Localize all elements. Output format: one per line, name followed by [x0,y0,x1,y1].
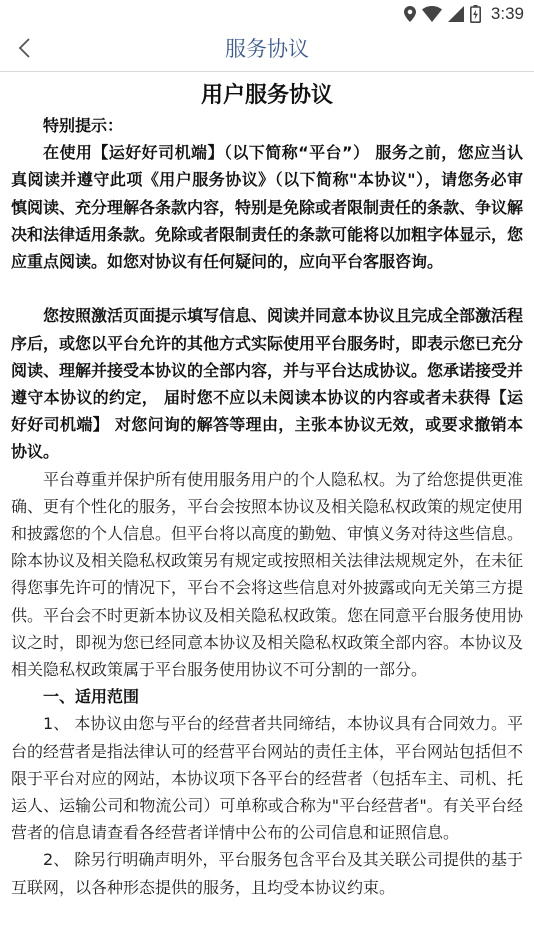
special-notice-label: 特别提示： [43,116,124,135]
clause-1: 1、 本协议由您与平台的经营者共同缔结，本协议具有合同效力。平台的经营者是指法律认可的经营平台网站的责任主体，平台网站包括但不限于平台对应的网站，本协议项下各平台的经营者（包括车主、司机、托运人、运输公司和物流公司）可单称或合称为"平台经营者"。有关平台经营者的信息请查看各经营者详情中公布的公司信息和证照信息。 [11,714,524,843]
section-heading-scope: 一、适用范围 [43,687,140,707]
page-title: 服务协议 [225,37,309,61]
back-button[interactable] [6,32,42,68]
location-icon [404,6,416,22]
paragraph-notice: 在使用【运好好司机端】（以下简称“平台”） 服务之前，您应当认真阅读并遵守此项《用户服务协议》（以下简称"本协议"），请您务必审慎阅读、充分理解各条款内容，特别是免除或者限制责任的条款、争议解决和法律适用条款。免除或者限制责任的条款可能将以加粗字体显示，您应重点阅读。如您对协议有任何疑问的，应向平台客服咨询。 [11,143,524,272]
status-time: 3:39 [490,4,524,23]
battery-icon [470,5,481,23]
chevron-left-icon [17,37,31,63]
wifi-icon [422,6,442,22]
paragraph-acceptance: 您按照激活页面提示填写信息、阅读并同意本协议且完成全部激活程序后，或您以平台允许的其他方式实际使用平台服务时，即表示您已充分阅读、理解并接受本协议的全部内容，并与平台达成协议。您承诺接受并遵守本协议的约定， 届时您不应以未阅读本协议的内容或者未获得【运好好司机端】 对您问询的解答等理由，主张本协议无效，或要求撤销本协议。 [11,306,524,462]
nav-bar [0,28,534,72]
paragraph-spacer [11,275,523,302]
status-bar [0,0,534,28]
agreement-content[interactable] [0,72,534,950]
clause-2: 2、 除另行明确声明外，平台服务包含平台及其关联公司提供的基于互联网，以各种形态提供的服务，且均受本协议约束。 [11,850,523,897]
paragraph-privacy: 平台尊重并保护所有使用服务用户的个人隐私权。为了给您提供更准确、更有个性化的服务，平台会按照本协议及相关隐私权政策的规定使用和披露您的个人信息。但平台将以高度的勤勉、审慎义务对待这些信息。除本协议及相关隐私权政策另有规定或按照相关法律法规规定外，在未征得您事先许可的情况下，平台不会将这些信息对外披露或向无关第三方提供。平台会不时更新本协议及相关隐私权政策。您在同意平台服务使用协议之时，即视为您已经同意本协议及相关隐私权政策全部内容。本协议及相关隐私权政策属于平台服务使用协议不可分割的一部分。 [11,469,524,680]
cellular-signal-icon [448,6,464,22]
document-title: 用户服务协议 [200,83,333,108]
